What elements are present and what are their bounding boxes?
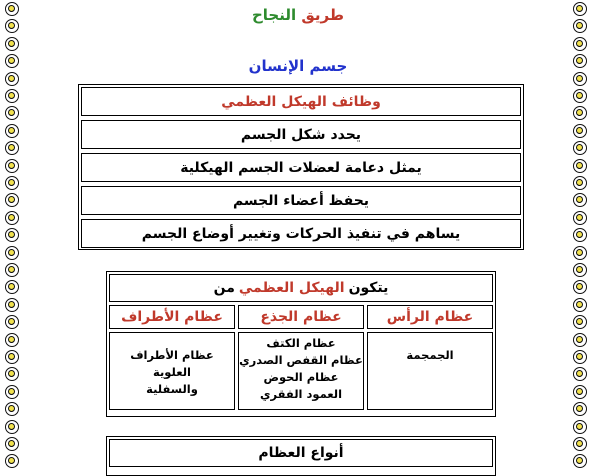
bone-item: عظام الحوض — [263, 370, 339, 384]
smiley-face-icon — [5, 124, 19, 138]
bone-item: عظام الكتف — [266, 336, 336, 350]
smiley-face-icon — [573, 37, 587, 51]
smiley-face-icon — [573, 454, 587, 468]
smiley-face-icon — [573, 106, 587, 120]
bone-item: عظام الأطراف العلوية — [130, 348, 214, 379]
smiley-face-icon — [5, 141, 19, 155]
smiley-face-icon — [5, 193, 19, 207]
function-item: يحفظ أعضاء الجسم — [81, 186, 521, 215]
smiley-face-icon — [5, 298, 19, 312]
smiley-face-icon — [573, 141, 587, 155]
column-header-trunk-bones: عظام الجذع — [238, 305, 364, 329]
components-title-part1: يتكون — [348, 280, 389, 296]
header-word-2: النجاح — [251, 6, 297, 24]
smiley-face-icon — [573, 193, 587, 207]
smiley-face-icon — [5, 333, 19, 347]
smiley-face-icon — [573, 228, 587, 242]
smiley-face-icon — [5, 402, 19, 416]
bone-types-title: أنواع العظام — [109, 439, 493, 467]
smiley-face-icon — [5, 159, 19, 173]
function-item: يساهم في تنفيذ الحركات وتغيير أوضاع الجسم — [81, 219, 521, 248]
smiley-face-icon — [573, 420, 587, 434]
smiley-face-icon — [573, 246, 587, 260]
components-box — [106, 271, 496, 417]
smiley-face-icon — [573, 211, 587, 225]
components-bodies — [109, 332, 493, 410]
bone-item: الجمجمة — [406, 348, 454, 362]
page-subtitle: جسم الإنسان — [248, 57, 348, 75]
smiley-face-icon — [5, 315, 19, 329]
smiley-face-icon — [573, 333, 587, 347]
column-header-head-bones: عظام الرأس — [367, 305, 493, 329]
smiley-face-icon — [5, 37, 19, 51]
smiley-face-icon — [5, 228, 19, 242]
functions-title: وظائف الهيكل العظمي — [81, 87, 521, 116]
column-body-head-bones — [367, 332, 493, 410]
column-body-trunk-bones — [238, 332, 364, 410]
smiley-face-icon — [5, 437, 19, 451]
smiley-face-icon — [5, 350, 19, 364]
smiley-face-icon — [573, 159, 587, 173]
components-title-part3: من — [213, 280, 235, 296]
smiley-face-icon — [5, 280, 19, 294]
bone-types-box — [106, 436, 496, 476]
smiley-face-icon — [573, 176, 587, 190]
smiley-face-icon — [573, 89, 587, 103]
smiley-face-icon — [5, 420, 19, 434]
smiley-face-icon — [573, 367, 587, 381]
smiley-face-icon — [5, 385, 19, 399]
smiley-face-icon — [5, 367, 19, 381]
smiley-face-icon — [5, 246, 19, 260]
smiley-face-icon — [5, 211, 19, 225]
smiley-face-icon — [573, 124, 587, 138]
bone-item: والسفلية — [146, 382, 198, 396]
smiley-face-icon — [573, 315, 587, 329]
function-item: يمثل دعامة لعضلات الجسم الهيكلية — [81, 153, 521, 182]
smiley-face-icon — [573, 350, 587, 364]
components-title-part2: الهيكل العظمي — [238, 280, 345, 296]
smiley-face-icon — [5, 176, 19, 190]
smiley-face-icon — [5, 454, 19, 468]
smiley-face-icon — [5, 263, 19, 277]
smiley-face-icon — [573, 280, 587, 294]
column-header-limb-bones: عظام الأطراف — [109, 305, 235, 329]
components-title — [109, 274, 493, 302]
smiley-face-icon — [573, 437, 587, 451]
bone-item: العمود الفقري — [259, 387, 343, 401]
smiley-face-icon — [573, 298, 587, 312]
function-item: يحدد شكل الجسم — [81, 120, 521, 149]
column-body-limb-bones — [109, 332, 235, 410]
smiley-face-icon — [5, 106, 19, 120]
page-header — [0, 6, 596, 24]
header-word-1: طريق — [301, 6, 344, 24]
components-headers — [109, 305, 493, 329]
smiley-face-icon — [573, 402, 587, 416]
functions-box — [78, 84, 524, 250]
smiley-face-icon — [573, 263, 587, 277]
bone-item: عظام القفص الصدري — [239, 353, 363, 367]
smiley-face-icon — [573, 385, 587, 399]
smiley-face-icon — [5, 89, 19, 103]
